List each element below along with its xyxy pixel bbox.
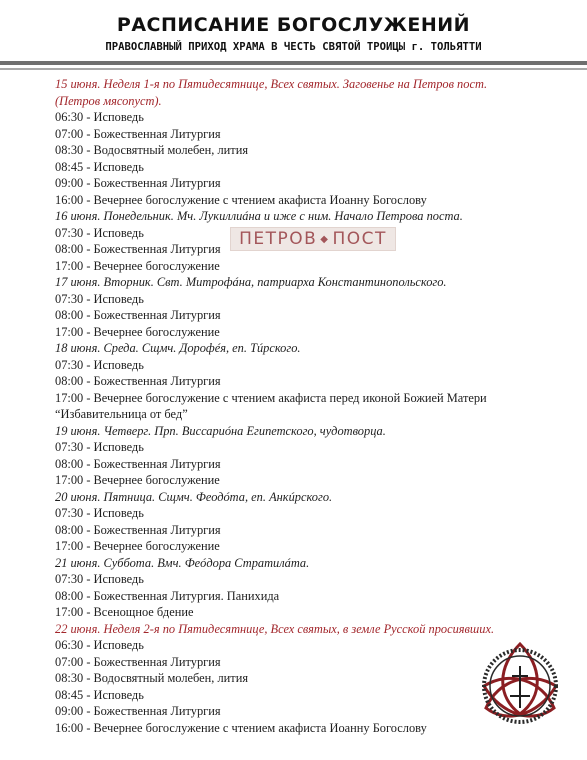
schedule-item: 16:00 - Вечернее богослужение с чтением акафиста Иоанну Богослову (55, 720, 427, 735)
day-heading: 17 июня. Вторник. Свт. Митрофáна, патриарха Константинопольского. (55, 275, 447, 289)
day-heading: 18 июня. Среда. Сщмч. Дорофéя, еп. Тúрского. (55, 341, 301, 355)
schedule-item: 07:30 - Исповедь (55, 291, 144, 306)
schedule-item: 17:00 - Вечернее богослужение (55, 324, 220, 339)
schedule-item: 07:30 - Исповедь (55, 572, 144, 586)
schedule-item: 06:30 - Исповедь (55, 110, 144, 124)
day-heading: 16 июня. Понедельник. Мч. Лукиллиáна и иже с ним. Начало Петрова поста. (55, 209, 463, 223)
schedule-item: 08:00 - Божественная Литургия (55, 308, 221, 322)
schedule-item: 08:00 - Божественная Литургия (55, 374, 221, 388)
schedule-item: 07:00 - Божественная Литургия (55, 126, 221, 141)
header-rule-thin (0, 68, 587, 70)
schedule-item: 17:00 - Вечернее богослужение (55, 258, 220, 273)
day-heading: (Петров мясопуст). (55, 93, 162, 108)
schedule-item: 17:00 - Вечернее богослужение (55, 539, 220, 553)
schedule-item: 07:00 - Божественная Литургия (55, 654, 221, 669)
schedule-item: 09:00 - Божественная Литургия (55, 176, 221, 190)
schedule-item: 08:45 - Исповедь (55, 687, 144, 702)
stamp-separator: ◆ (320, 233, 330, 245)
schedule-item: 08:30 - Водосвятный молебен, лития (55, 671, 249, 685)
page-title: РАСПИСАНИЕ БОГОСЛУЖЕНИЙ (116, 14, 471, 36)
parish-subtitle: ПРАВОСЛАВНЫЙ ПРИХОД ХРАМА В ЧЕСТЬ СВЯТОЙ ТРОИЦЫ г. ТОЛЬЯТТИ (105, 41, 482, 53)
schedule-item: 08:00 - Божественная Литургия (55, 522, 221, 537)
schedule-item: 08:00 - Божественная Литургия (55, 242, 221, 256)
stamp-text-left: ПЕТРОВ (239, 229, 318, 249)
schedule-item: 07:30 - Исповедь (55, 440, 144, 454)
stamp-text-right: ПОСТ (332, 229, 387, 249)
schedule-item: 17:00 - Вечернее богослужение (55, 473, 220, 487)
schedule-item: “Избавительница от бед” (55, 407, 188, 421)
schedule-item: 08:45 - Исповедь (55, 159, 144, 174)
schedule-item: 07:30 - Исповедь (55, 506, 144, 520)
schedule-item: 07:30 - Исповедь (55, 357, 144, 372)
schedule-item: 08:00 - Божественная Литургия. Панихида (55, 588, 280, 603)
schedule-item: 07:30 - Исповедь (55, 225, 144, 240)
day-heading: 20 июня. Пятница. Сщмч. Феодóта, еп. Анкúрского. (55, 489, 333, 504)
trinity-knot-logo (468, 636, 573, 731)
day-heading: 21 июня. Суббота. Вмч. Феóдора Стратилáта. (55, 555, 310, 570)
schedule-item: 17:00 - Вечернее богослужение с чтением акафиста перед иконой Божией Матери (55, 390, 487, 405)
schedule-item: 08:30 - Водосвятный молебен, лития (55, 143, 249, 157)
schedule-item: 17:00 - Всенощное бдение (55, 605, 194, 619)
petrov-post-stamp (230, 227, 396, 251)
schedule-item: 06:30 - Исповедь (55, 638, 144, 652)
day-heading: 15 июня. Неделя 1-я по Пятидесятнице, Всех святых. Заговенье на Петров пост. (55, 77, 488, 91)
schedule-item: 09:00 - Божественная Литургия (55, 704, 221, 718)
day-heading: 22 июня. Неделя 2-я по Пятидесятнице, Всех святых, в земле Русской просиявших. (55, 621, 495, 636)
day-heading: 19 июня. Четверг. Прп. Виссариóна Египетского, чудотворца. (55, 423, 386, 438)
header-rule-thick (0, 61, 587, 65)
schedule-item: 08:00 - Божественная Литургия (55, 456, 221, 471)
schedule-item: 16:00 - Вечернее богослужение с чтением акафиста Иоанну Богослову (55, 192, 427, 207)
